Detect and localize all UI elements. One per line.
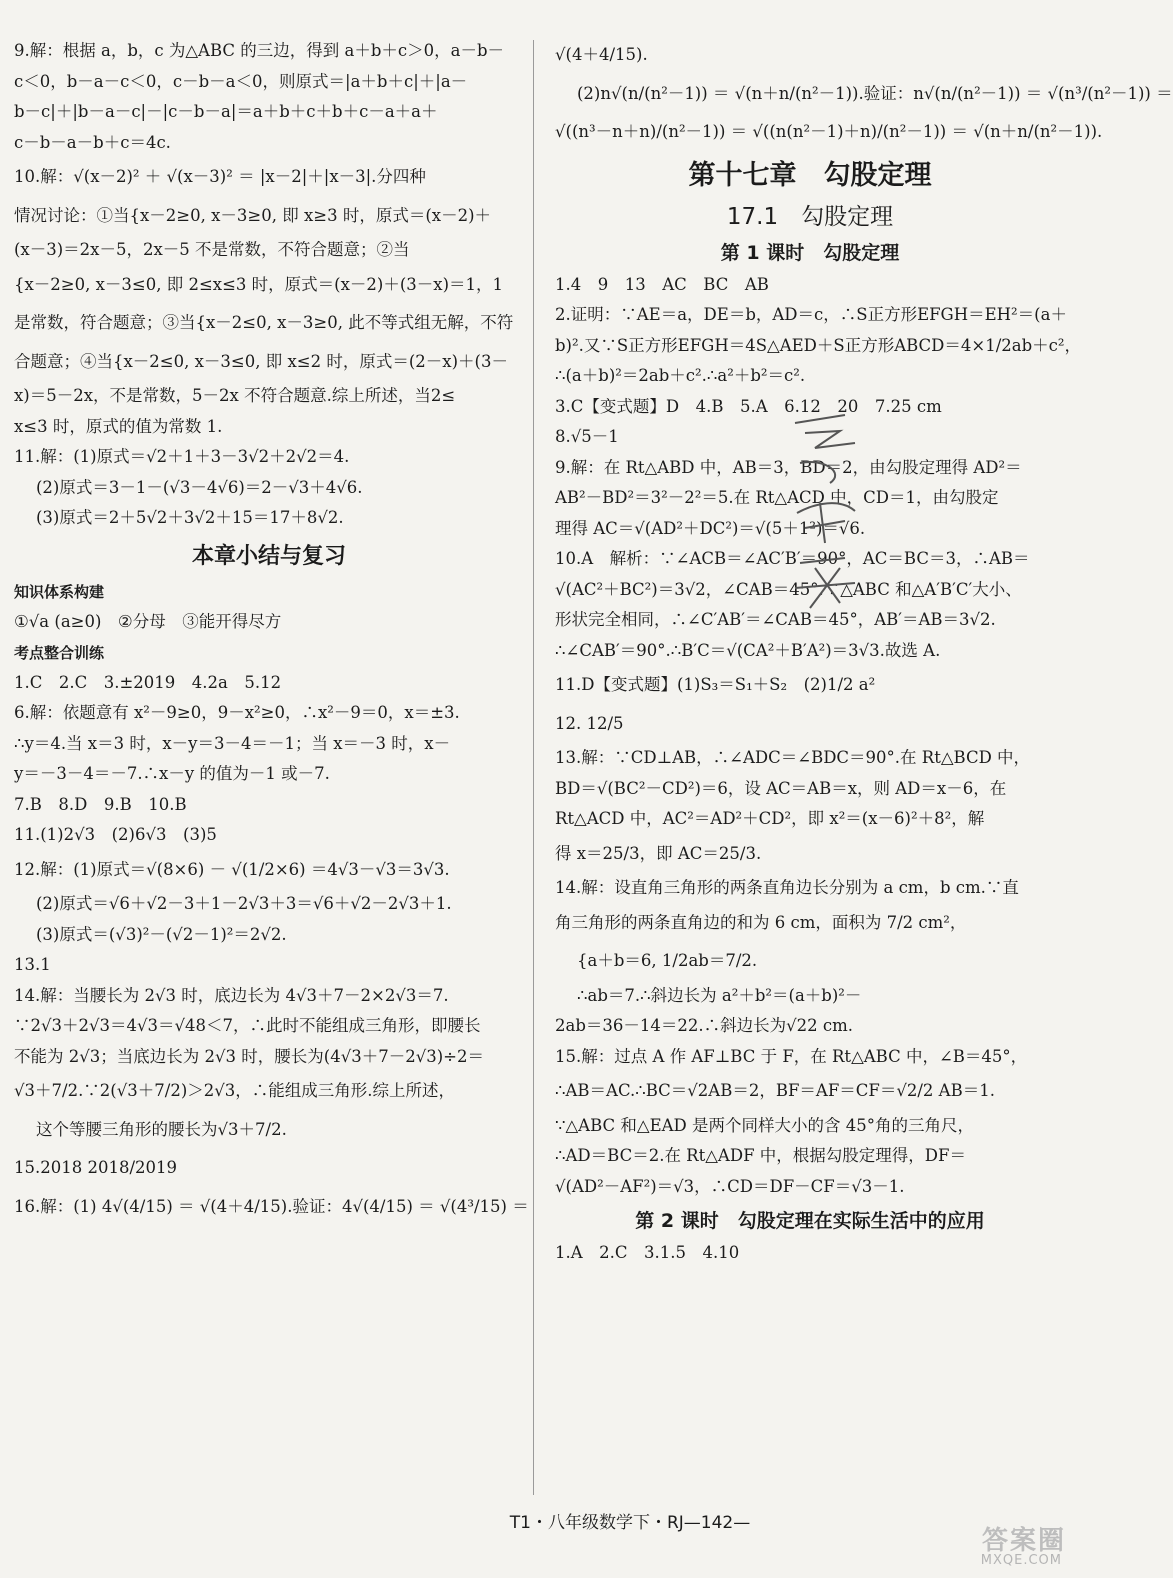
answer-line: AB²－BD²＝3²－2²＝5.在 Rt△ACD 中，CD＝1，由勾股定 — [555, 488, 999, 507]
answer-line: ∴y＝4.当 x＝3 时，x－y＝3－4＝－1；当 x＝－3 时，x－ — [14, 733, 451, 753]
answer-line: ∵2√3＋2√3＝4√3＝√48＜7，∴此时不能组成三角形，即腰长 — [14, 1016, 481, 1035]
subsection-title: 考点整合训练 — [14, 643, 105, 662]
answer-line: 15.解：过点 A 作 AF⊥BC 于 F，在 Rt△ABC 中，∠B＝45°， — [555, 1046, 1028, 1066]
answer-line: Rt△ACD 中，AC²＝AD²＋CD²，即 x²＝(x－6)²＋8²，解 — [555, 809, 985, 828]
answer-line: 这个等腰三角形的腰长为√3＋7/2. — [36, 1119, 287, 1139]
answer-line: 1.C 2.C 3.±2019 4.2a 5.12 — [14, 672, 282, 692]
answer-line: ∴ab＝7.∴斜边长为 a²＋b²＝(a＋b)²－ — [577, 985, 862, 1005]
answer-line: ∴∠CAB′＝90°.∴B′C＝√(CA²＋B′A²)＝3√3.故选 A. — [555, 640, 941, 660]
answer-line: 是常数，符合题意；③当{x－2≤0, x－3≥0, 此不等式组无解，不符 — [14, 313, 514, 332]
answer-line: 情况讨论：①当{x－2≥0, x－3≥0, 即 x≥3 时，原式＝(x－2)＋ — [14, 205, 492, 225]
answer-line: √(AC²＋BC²)＝3√2，∠CAB＝45°.∵△ABC 和△A′B′C′大小、 — [555, 579, 1022, 599]
answer-line: 1.4 9 13 AC BC AB — [555, 274, 769, 294]
right-column — [555, 40, 1173, 1273]
answer-line: 2ab＝36－14＝22.∴斜边长为√22 cm. — [555, 1016, 854, 1035]
section-title: 本章小结与复习 — [191, 544, 346, 569]
answer-line: 13.解：∵CD⊥AB，∴∠ADC＝∠BDC＝90°.在 Rt△BCD 中， — [555, 748, 1031, 767]
answer-line: x≤3 时，原式的值为常数 1. — [14, 416, 223, 436]
page-footer — [0, 1508, 1080, 1533]
answer-line: 16.解：(1) 4√(4/15) ＝ √(4＋4/15).验证：4√(4/15) ＝ √(4³/15) ＝ — [14, 1196, 529, 1216]
answer-line: √3＋7/2.∵2(√3＋7/2)＞2√3，∴能组成三角形.综上所述， — [14, 1081, 456, 1100]
lesson-title: 第 2 课时 勾股定理在实际生活中的应用 — [635, 1210, 985, 1232]
answer-line: ∴AB＝AC.∴BC＝√2AB＝2，BF＝AF＝CF＝√2/2 AB＝1. — [555, 1081, 995, 1100]
footer-text: T1・八年级数学下・RJ—142— — [509, 1513, 751, 1533]
answer-line: 理得 AC＝√(AD²＋DC²)＝√(5＋1²)＝√6. — [555, 518, 866, 538]
answer-line: y＝－3－4＝－7.∴x－y 的值为－1 或－7. — [14, 764, 330, 783]
watermark-url: MXQE.COM — [980, 1553, 1062, 1568]
answer-line: (2)原式＝√6＋√2－3＋1－2√3＋3＝√6＋√2－2√3＋1. — [36, 894, 452, 913]
answer-line: (x－3)＝2x－5，2x－5 不是常数，不符合题意；②当 — [14, 240, 410, 259]
answer-line: 3.C【变式题】D 4.B 5.A 6.12 20 7.25 cm — [555, 396, 942, 416]
answer-line: ∴(a＋b)²＝2ab＋c².∴a²＋b²＝c². — [555, 366, 806, 385]
answer-line: {a＋b＝6, 1/2ab＝7/2. — [577, 951, 758, 970]
answer-line: 2.证明：∵AE＝a，DE＝b，AD＝c，∴S正方形EFGH＝EH²＝(a＋ — [555, 305, 1067, 324]
column-divider — [533, 40, 534, 1495]
answer-line: ∵△ABC 和△EAD 是两个同样大小的含 45°角的三角尺， — [555, 1115, 975, 1135]
subsection-title: 知识体系构建 — [14, 583, 105, 601]
answer-line: 13.1 — [14, 955, 51, 974]
handwriting-scribble — [785, 403, 875, 613]
answer-line: ①√a (a≥0) ②分母 ③能开得尽方 — [14, 612, 282, 631]
answer-line: 形状完全相同，∴∠C′AB′＝∠CAB＝45°，AB′＝AB＝3√2. — [555, 610, 996, 629]
answer-line: c－b－a－b＋c＝4c. — [14, 132, 171, 152]
answer-line: (3)原式＝2＋5√2＋3√2＋15＝17＋8√2. — [36, 508, 344, 527]
answer-line: 7.B 8.D 9.B 10.B — [14, 794, 187, 814]
chapter-title: 第十七章 勾股定理 — [688, 159, 932, 191]
answer-line: b)².又∵S正方形EFGH＝4S△AED＋S正方形ABCD＝4×1/2ab＋c²， — [555, 335, 1082, 355]
section-title: 17.1 勾股定理 — [726, 203, 894, 230]
answer-line: ∴AD＝BC＝2.在 Rt△ADF 中，根据勾股定理得，DF＝ — [555, 1146, 966, 1165]
answer-line: 11.解：(1)原式＝√2＋1＋3－3√2＋2√2＝4. — [14, 447, 350, 466]
answer-line: 角三角形的两条直角边的和为 6 cm，面积为 7/2 cm²， — [555, 912, 967, 932]
answer-line: 不能为 2√3；当底边长为 2√3 时，腰长为(4√3＋7－2√3)÷2＝ — [14, 1046, 484, 1066]
answer-line: 12. 12/5 — [555, 713, 624, 733]
answer-line: 9.解：在 Rt△ABD 中，AB＝3，BD＝2，由勾股定理得 AD²＝ — [555, 457, 1022, 477]
answer-line: 14.解：设直角三角形的两条直角边长分别为 a cm，b cm.∵直 — [555, 878, 1019, 897]
lesson-title: 第 1 课时 勾股定理 — [720, 241, 900, 264]
answer-line: (2)原式＝3－1－(√3－4√6)＝2－√3＋4√6. — [36, 477, 363, 497]
answer-line: √((n³－n＋n)/(n²－1)) ＝ √((n(n²－1)＋n)/(n²－1)) ＝ √(n＋n/(n²－1)). — [555, 122, 1103, 141]
answer-line: 6.解：依题意有 x²－9≥0，9－x²≥0，∴x²－9＝0，x＝±3. — [14, 703, 460, 722]
answer-line: b－c|＋|b－a－c|－|c－b－a|＝a＋b＋c＋b＋c－a＋a＋ — [14, 102, 438, 121]
answer-line: 9.解：根据 a，b，c 为△ABC 的三边，得到 a＋b＋c＞0，a－b－ — [14, 41, 505, 60]
answer-line: 15.2018 2018/2019 — [14, 1158, 178, 1177]
answer-line: {x－2≥0, x－3≤0, 即 2≤x≤3 时，原式＝(x－2)＋(3－x)＝1，1 — [14, 274, 504, 294]
answer-line: 1.A 2.C 3.1.5 4.10 — [555, 1243, 740, 1262]
answer-line: √(4＋4/15). — [555, 45, 648, 64]
answer-line: (2)n√(n/(n²－1)) ＝ √(n＋n/(n²－1)).验证：n√(n/(n²－1)) ＝ √(n³/(n²－1)) ＝ — [577, 83, 1173, 103]
answer-line: 合题意；④当{x－2≤0, x－3≤0, 即 x≤2 时，原式＝(2－x)＋(3－ — [14, 351, 508, 371]
answer-line: BD＝√(BC²－CD²)＝6，设 AC＝AB＝x，则 AD＝x－6，在 — [555, 778, 1007, 798]
answer-line: 12.解：(1)原式＝√(8×6) － √(1/2×6) ＝4√3－√3＝3√3. — [14, 859, 450, 879]
answer-line: 得 x＝25/3，即 AC＝25/3. — [555, 843, 762, 863]
answer-line: x)＝5－2x，不是常数，5－2x 不符合题意.综上所述，当2≤ — [14, 386, 456, 405]
answer-line: 8.√5－1 — [555, 427, 619, 446]
answer-line: 14.解：当腰长为 2√3 时，底边长为 4√3＋7－2×2√3＝7. — [14, 985, 449, 1005]
answer-line: 11.(1)2√3 (2)6√3 (3)5 — [14, 825, 217, 844]
answer-line: (3)原式＝(√3)²－(√2－1)²＝2√2. — [36, 924, 287, 944]
answer-line: 11.D【变式题】(1)S₃＝S₁＋S₂ (2)1/2 a² — [555, 675, 876, 694]
answer-line: c＜0，b－a－c＜0，c－b－a＜0，则原式＝|a＋b＋c|＋|a－ — [14, 71, 468, 91]
left-column — [14, 40, 529, 1230]
watermark-logo: 答案圈 — [981, 1526, 1066, 1556]
answer-line: 10.解：√(x－2)² ＋ √(x－3)² ＝ |x－2|＋|x－3|.分四种 — [14, 167, 426, 186]
answer-line: √(AD²－AF²)＝√3，∴CD＝DF－CF＝√3－1. — [555, 1176, 905, 1196]
answer-line: 10.A 解析：∵∠ACB＝∠AC′B′＝90°，AC＝BC＝3，∴AB＝ — [555, 549, 1030, 568]
